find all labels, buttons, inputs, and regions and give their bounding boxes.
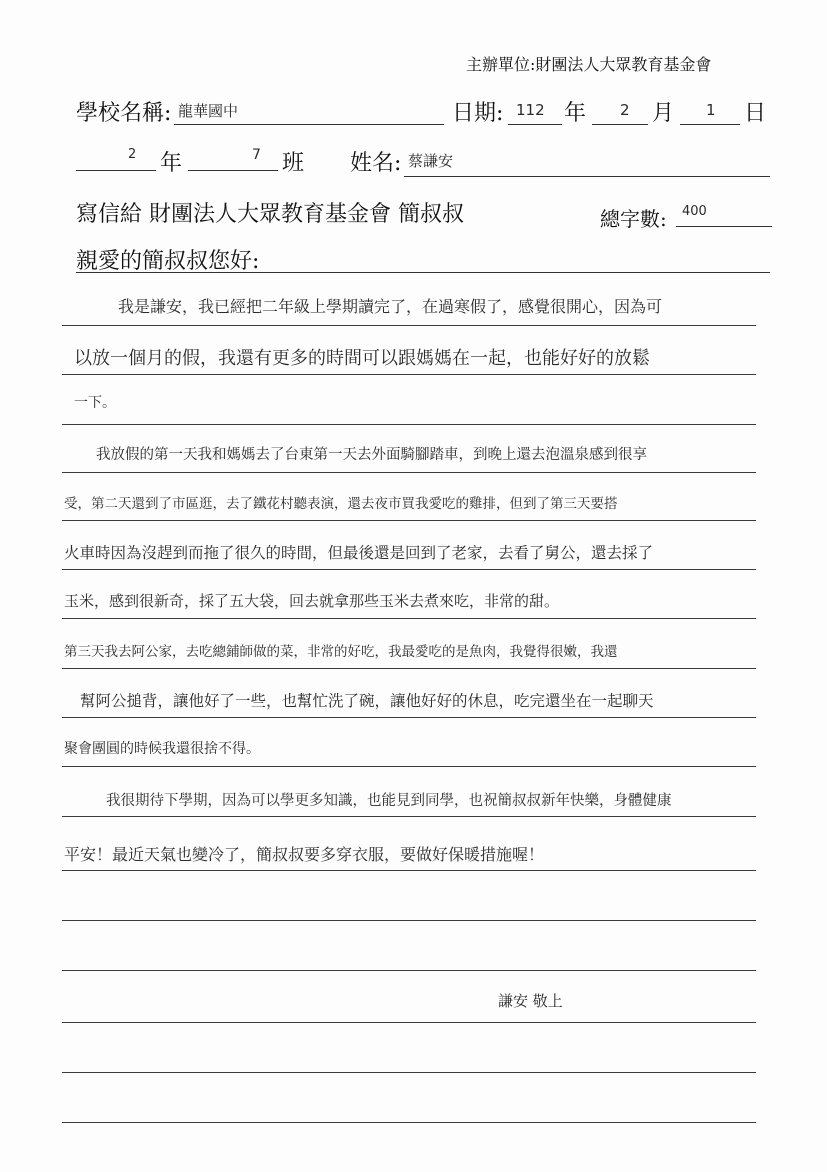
date-day-value: 1: [706, 101, 716, 119]
ruled-line: [62, 1022, 756, 1023]
school-label: 學校名稱:: [76, 101, 172, 126]
ruled-line: [62, 472, 756, 473]
letter-line: 幫阿公搥背，讓他好了一些，也幫忙洗了碗，讓他好好的休息，吃完還坐在一起聊天: [80, 692, 654, 710]
letter-line: 一下。: [74, 395, 116, 411]
letter-line: 聚會團圓的時候我還很捨不得。: [64, 741, 260, 757]
letter-line: 受，第二天還到了市區逛，去了鐵花村聽表演，還去夜市買我愛吃的雞排，但到了第三天要搭: [64, 496, 618, 512]
name-underline: [404, 176, 770, 177]
letter-line: 平安！最近天氣也變冷了，簡叔叔要多穿衣服，要做好保暖措施喔！: [64, 845, 545, 864]
grade-value: 2: [128, 147, 137, 162]
recipient-line: 寫信給 財團法人大眾教育基金會 簡叔叔: [76, 202, 464, 227]
ruled-line: [62, 520, 756, 521]
ruled-line: [62, 1122, 756, 1123]
letter-line: 火車時因為沒趕到而拖了很久的時間，但最後還是回到了老家，去看了舅公，還去採了: [64, 544, 654, 562]
class-char: 班: [282, 151, 305, 176]
ruled-line: [62, 970, 756, 971]
date-month-value: 2: [620, 101, 630, 119]
date-day-underline: [680, 124, 740, 125]
salutation: 親愛的簡叔叔您好:: [76, 249, 260, 274]
ruled-line: [62, 424, 756, 425]
organizer-line: [466, 52, 711, 75]
letter-line: 我很期待下學期，因為可以學更多知識，也能見到同學，也祝簡叔叔新年快樂，身體健康: [106, 793, 672, 809]
ruled-line: [62, 569, 756, 570]
month-char: 月: [652, 101, 675, 126]
ruled-line: [62, 920, 756, 921]
letter-line: 我是謙安，我已經把二年級上學期讀完了，在過寒假了，感覺很開心，因為可: [118, 297, 663, 316]
date-label: 日期:: [452, 101, 504, 126]
day-char: 日: [744, 101, 767, 126]
organizer-label: 主辦單位:: [466, 55, 536, 74]
word-count-value: 400: [682, 204, 707, 219]
word-count-label: 總字數:: [600, 207, 667, 231]
name-value: 蔡謙安: [408, 152, 454, 170]
ruled-line: [62, 717, 756, 718]
ruled-line: [62, 374, 756, 375]
year-char: 年: [564, 101, 587, 126]
class-underline: [188, 170, 278, 171]
letter-line: 以放一個月的假，我還有更多的時間可以跟媽媽在一起，也能好好的放鬆: [74, 348, 650, 369]
letter-line: 玉米，感到很新奇，採了五大袋，回去就拿那些玉米去煮來吃，非常的甜。: [64, 592, 560, 610]
school-underline: [174, 124, 444, 125]
name-label: 姓名:: [350, 151, 402, 176]
grade-underline: [76, 170, 156, 171]
grade-char: 年: [160, 151, 183, 176]
letter-line: 我放假的第一天我和媽媽去了台東第一天去外面騎腳踏車，到晚上還去泡溫泉感到很享: [96, 447, 647, 463]
ruled-line: [62, 766, 756, 767]
salutation-underline: [76, 272, 770, 273]
ruled-line: [62, 816, 756, 817]
ruled-line: [62, 870, 756, 871]
word-count-underline: [676, 226, 772, 227]
ruled-line: [62, 668, 756, 669]
date-year-underline: [508, 124, 562, 125]
ruled-line: [62, 1072, 756, 1073]
date-year-value: 112: [516, 101, 545, 119]
date-month-underline: [592, 124, 648, 125]
letter-line: 第三天我去阿公家，去吃總鋪師做的菜，非常的好吃，我最愛吃的是魚肉，我覺得很嫩，我還: [64, 644, 618, 660]
ruled-line: [62, 325, 756, 326]
class-value: 7: [252, 147, 261, 163]
school-value: 龍華國中: [178, 102, 239, 120]
ruled-line: [62, 618, 756, 619]
signature-line: 謙安 敬上: [498, 992, 563, 1010]
organizer-value: 財團法人大眾教育基金會: [535, 55, 712, 74]
